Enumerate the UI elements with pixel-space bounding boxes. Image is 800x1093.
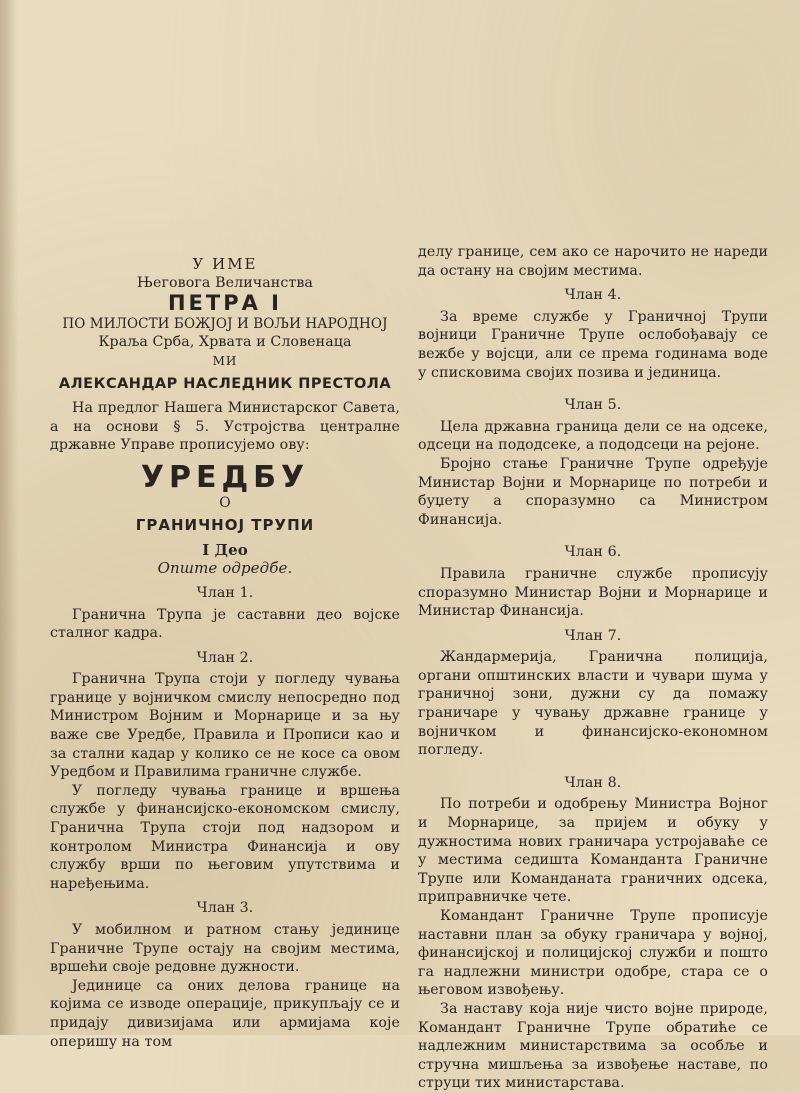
heading-by-grace: ПО МИЛОСТИ БОЖЈОЈ И ВОЉИ НАРОДНОЈ [62, 315, 388, 332]
heading-heir: АЛЕКСАНДАР НАСЛЕДНИК ПРЕСТОЛА [58, 375, 392, 392]
article-3-paragraph-1: У мобилном и ратном стању јединице Граничне Трупе остају на својим местима, вршећи своје редовне дужности. [50, 922, 400, 976]
article-2-paragraph-1: Гранична Трупа стоји у погледу чувања границе у војничком смислу непосредно под Министром Војним и Морнарице и за њу важе све Уредбе, Правила и Прописи као и за стални кадар у колико се не косе са овом Уредбом и Правилима граничне службе. [50, 671, 400, 781]
article-2-heading: Члан 2. [196, 649, 254, 666]
article-5-paragraph-1: Цела државна граница дели се на одсеке, одсеци на пододсеке, а пододсеци на рејоне. [418, 418, 768, 454]
article-6-heading: Члан 6. [564, 544, 622, 561]
article-1-heading: Члан 1. [196, 584, 254, 601]
article-6-text: Правила граничне службе прописују споразумно Министар Војни и Морнарице и Министар Финансија. [418, 565, 768, 620]
article-7-text: Жандармерија, Гранична полиција, органи општинских власти и чувари шума у граничној зони, дужни су да помажу граничаре у чувању државне границе у војничком и финансијско-економном погледу. [418, 649, 768, 759]
page-edge-shadow [0, 0, 18, 1035]
title-preposition: О [219, 494, 231, 511]
heading-we: МИ [212, 353, 238, 368]
article-4-heading: Члан 4. [564, 287, 622, 304]
heading-majesty: Његовога Величанства [137, 274, 313, 291]
part-heading: I Део [202, 540, 248, 559]
article-8-paragraph-1: По потреби и одобрењу Министра Војног и Морнарице, за пријем и обуку у дужностима нових граничара устројаваће се у местима седишта Команданта Граничне Трупе или Команданата граничних одсека, приправничке чете. [418, 796, 768, 906]
document-title: УРЕДБУ [140, 459, 310, 495]
heading-kingdom: Краља Срба, Хрвата и Словенаца [98, 334, 352, 351]
part-subtitle: Опште одредбе. [157, 559, 293, 578]
right-column [418, 243, 768, 1093]
article-3-paragraph-2: Јединице са оних делова границе на којима се изводе операције, прикупљају се и придају дивизијама или армијама које оперишу на том [50, 977, 400, 1050]
article-8-paragraph-3: За наставу која није чисто војне природе, Командант Граничне Трупе обратиће се надлежним министарствима за особље и стручна мишљења за извођење наставе, по струци тих министарстава. [418, 1000, 768, 1092]
article-8-heading: Члан 8. [564, 774, 622, 791]
article-1-text: Гранична Трупа је саставни део војске сталног кадра. [50, 606, 400, 642]
article-5-heading: Члан 5. [564, 397, 622, 414]
article-7-heading: Члан 7. [564, 627, 622, 644]
heading-king-name: ПЕТРА I [167, 291, 282, 316]
article-3-continuation: делу границе, сем ако се нарочито не нареди да остану на својим местима. [418, 244, 768, 279]
intro-paragraph: На предлог Нашега Министарског Савета, а на основи § 5. Устројства централне државне Управе прописујемо ову: [50, 400, 400, 454]
article-5-paragraph-2: Бројно стање Граничне Трупе одређује Министар Војни и Морнарице по потреби и буџету а споразумно са Министром Финансија. [418, 455, 768, 528]
article-8-paragraph-2: Командант Граничне Трупе прописује наставни план за обуку граничара у војној, финансијској и полицијској служби и пошто га надлежни министри одобре, стара се о његовом извођењу. [418, 908, 768, 999]
article-2-paragraph-2: У погледу чувања границе и вршења службе у финансијско-економском смислу, Гранична Трупа стоји под надзором и контролом Министра Финансија и ову службу врши по његовим упутствима и наређењима. [50, 782, 400, 892]
document-subject: ГРАНИЧНОЈ ТРУПИ [135, 516, 315, 535]
left-column [50, 243, 400, 1051]
article-3-heading: Члан 3. [196, 900, 254, 917]
heading-in-the-name: У ИМЕ [192, 255, 258, 273]
article-4-text: За време службе у Граничној Трупи војници Граничне Трупе ослобођавају се вежбе у војсци, али се према годинама воде у списковима својих позива и јединица. [418, 308, 768, 381]
